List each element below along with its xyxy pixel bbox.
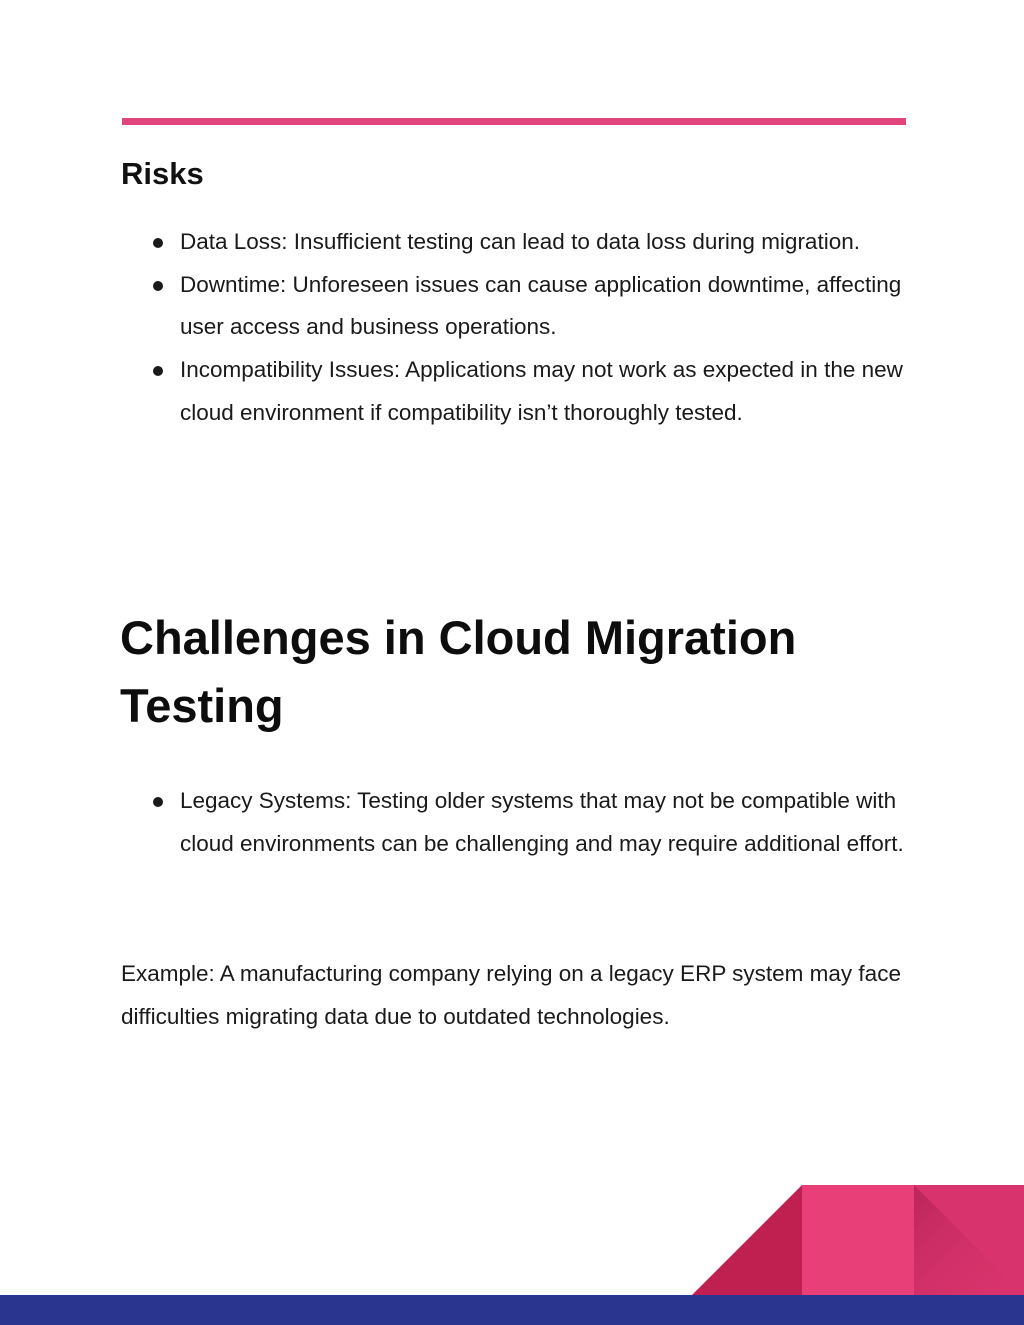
top-accent-rule — [122, 118, 906, 125]
footer-decoration — [0, 1185, 1024, 1325]
bullet-icon — [153, 797, 163, 807]
bullet-icon — [153, 238, 163, 248]
list-item-text: Incompatibility Issues: Applications may not work as expected in the new cloud environment if compatibility isn’t thoroughly tested. — [180, 357, 903, 425]
list-item — [121, 780, 911, 865]
section-title: Challenges in Cloud Migration Testing — [120, 611, 797, 732]
list-item-text: Downtime: Unforeseen issues can cause application downtime, affecting user access and business operations. — [180, 271, 902, 340]
list-item — [121, 349, 911, 434]
footer-magenta-triangle — [692, 1185, 802, 1295]
bullet-icon — [153, 366, 163, 376]
example-paragraph: Example: A manufacturing company relying on a legacy ERP system may face difficulties migrating data due to outdated technologies. — [121, 961, 901, 1029]
risks-list — [121, 221, 911, 435]
risks-heading: Risks — [121, 156, 204, 191]
bullet-icon — [153, 281, 163, 291]
list-item — [121, 221, 911, 264]
list-item-text: Data Loss: Insufficient testing can lead to data loss during migration. — [180, 229, 860, 254]
footer-navy-bar — [0, 1295, 1024, 1325]
list-item-text: Legacy Systems: Testing older systems that may not be compatible with cloud environments can be challenging and may require additional effort. — [180, 788, 904, 856]
footer-pink-block — [802, 1185, 914, 1295]
challenges-list — [121, 780, 911, 865]
list-item — [121, 264, 911, 349]
